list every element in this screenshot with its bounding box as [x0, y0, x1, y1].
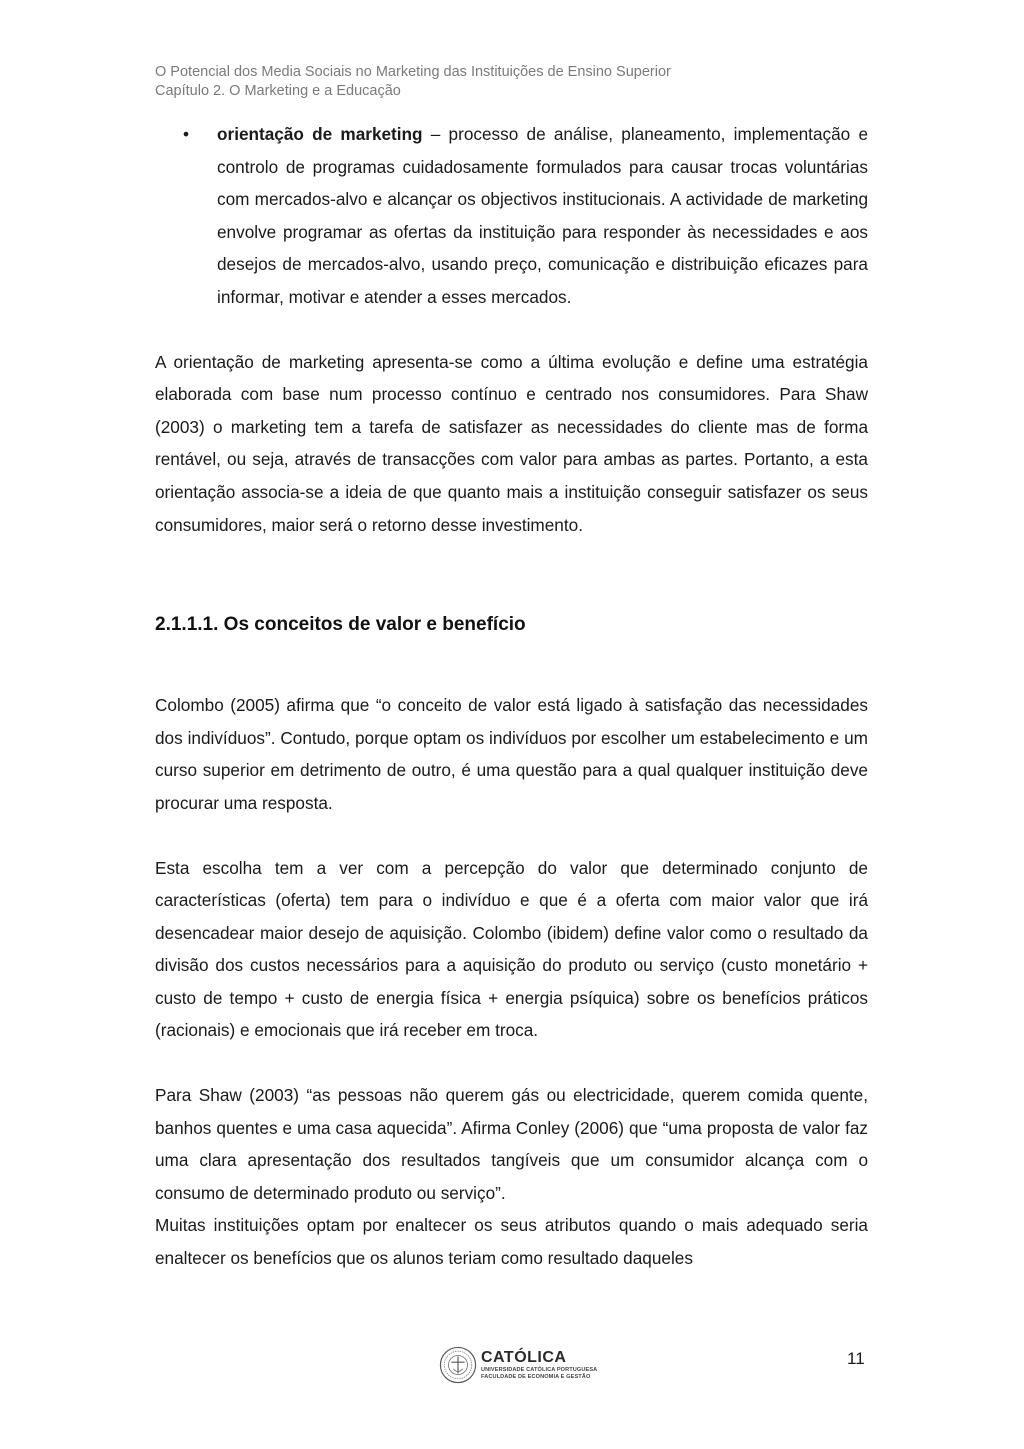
logo-text: [481, 1349, 597, 1381]
spacer: [155, 589, 868, 609]
running-header: [155, 63, 671, 101]
university-logo: [439, 1346, 597, 1384]
body-text: [155, 118, 868, 1275]
spacer: [155, 641, 868, 689]
logo-university-line: UNIVERSIDADE CATÓLICA PORTUGUESA: [481, 1367, 598, 1373]
page-number: 11: [847, 1349, 865, 1368]
logo-faculty-line: FACULDADE DE ECONOMIA E GESTÃO: [481, 1374, 591, 1380]
spacer: [155, 541, 868, 589]
logo-wordmark: CATÓLICA: [481, 1349, 567, 1366]
spacer: [155, 314, 868, 346]
header-chapter-title: Capítulo 2. O Marketing e a Educação: [155, 83, 401, 99]
bullet-marker: •: [183, 124, 190, 144]
paragraph-shaw-conley: Para Shaw (2003) “as pessoas não querem gás ou electricidade, querem comida quente, banhos quentes e uma casa aquecida”. Afirma Conley (2006) que “uma proposta de valor faz uma clara apresentação dos resultados tangíveis que um consumidor alcança com o consumo de determinado produto ou serviço”.: [155, 1085, 868, 1203]
spacer: [155, 820, 868, 852]
bullet-term: orientação de marketing: [217, 124, 423, 144]
bullet-item: [155, 118, 868, 314]
university-seal-icon: [439, 1346, 477, 1384]
section-heading: 2.1.1.1. Os conceitos de valor e benefício: [155, 614, 526, 636]
header-document-title: O Potencial dos Media Sociais no Marketing das Instituições de Ensino Superior: [155, 64, 671, 80]
paragraph-attributes: Muitas instituições optam por enaltecer os seus atributos quando o mais adequado seria enaltecer os benefícios que os alunos teriam como resultado daqueles: [155, 1215, 868, 1269]
paragraph-colombo: Colombo (2005) afirma que “o conceito de valor está ligado à satisfação das necessidades dos indivíduos”. Contudo, porque optam os indivíduos por escolher um estabelecimento e um curso superior em detrimento de outro, é uma questão para a qual qualquer instituição deve procurar uma resposta.: [155, 695, 868, 813]
spacer: [155, 1047, 868, 1079]
bullet-definition: – processo de análise, planeamento, implementação e controlo de programas cuidadosamente formulados para causar trocas voluntárias com mercados-alvo e alcançar os objectivos institucionais. A actividade de marketing envolve programar as ofertas da instituição para responder às necessidades e aos desejos de mercados-alvo, usando preço, comunicação e distribuição eficazes para informar, motivar e atender a esses mercados.: [217, 124, 869, 307]
paragraph-orientation: A orientação de marketing apresenta-se como a última evolução e define uma estratégia elaborada com base num processo contínuo e centrado nos consumidores. Para Shaw (2003) o marketing tem a tarefa de satisfazer as necessidades do cliente mas de forma rentável, ou seja, através de transacções com valor para ambas as partes. Portanto, a esta orientação associa-se a ideia de que quanto mais a instituição conseguir satisfazer os seus consumidores, maior será o retorno desse investimento.: [155, 351, 868, 535]
paragraph-value-perception: Esta escolha tem a ver com a percepção do valor que determinado conjunto de características (oferta) tem para o indivíduo e que é a oferta com maior valor que irá desencadear maior desejo de aquisição. Colombo (ibidem) define valor como o resultado da divisão dos custos necessários para a aquisição do produto ou serviço (custo monetário + custo de tempo + custo de energia física + energia psíquica) sobre os benefícios práticos (racionais) e emocionais que irá receber em troca.: [155, 857, 868, 1041]
